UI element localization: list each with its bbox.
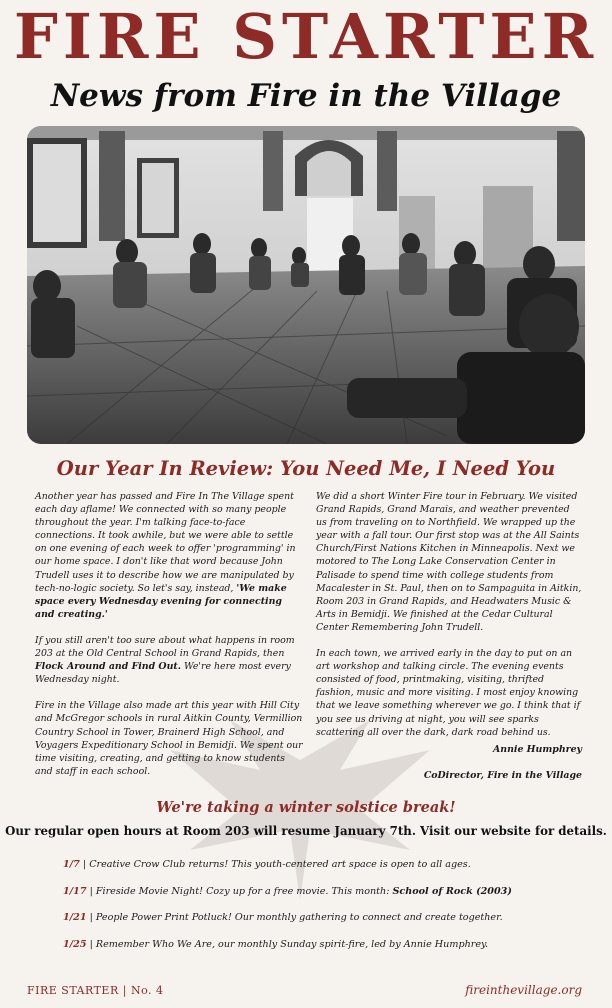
break-notice-title: We're taking a winter solstice break! bbox=[156, 799, 456, 816]
article-paragraph: We did a short Winter Fire tour in February. We visited Grand Rapids, Grand Marais, and weather prevented us from traveling on to Northfield. We wrapped up the year with a fall tour. Our first stop was at the All Saints Church/First Nations Kitchen in Minneapolis. Next we motored to The Long Lake Conservation Center in Palisade to spend time with college students from Macalester in St. Paul, then on to Sampaguita in Aitkin, Room 203 in Grand Rapids, and Headwaters Music & Arts in Bemidji. We finished at the Cedar Cultural Center Remembering John Trudell. bbox=[316, 491, 582, 633]
article-paragraph: If you still aren't too sure about what happens in room 203 at the Old Central School in Grand Rapids, then Flock Around and Find Out. We're here most every Wednesday night. bbox=[35, 634, 295, 686]
signature-name: Annie Humphrey bbox=[492, 743, 582, 755]
event-date: 1/7 bbox=[63, 859, 80, 870]
event-date: 1/21 bbox=[63, 912, 87, 923]
event-list bbox=[63, 858, 583, 964]
article-paragraph: Another year has passed and Fire In The Village spent each day aflame! We connected with so many people throughout the year. I'm talking face-to-face connections. It took awhile, but we were able to settle on one evening of each week to offer 'programming' in our home space. I don't like that word because John Trudell uses it to describe how we are manipulated by tech-no-logic society. So let's say, instead, 'We make space every Wednesday evening for connecting and creating.' bbox=[35, 491, 296, 620]
list-item: 1/7 | Creative Crow Club returns! This youth-centered art space is open to all ages. bbox=[63, 859, 471, 870]
article-paragraph: Fire in the Village also made art this year with Hill City and McGregor schools in rural Aitkin County, Vermillion Country School in Tower, Brainerd High School, and Voyagers Expeditionary School in Bemidji. We spent our time visiting, creating, and getting to know students and staff in each school. bbox=[35, 700, 303, 777]
article-paragraph: In each town, we arrived early in the day to put on an art workshop and talking circle. The evening events consisted of food, printmaking, visiting, thrifted fashion, music and more visiting. I most enjoy knowing that we leave something wherever we go. I think that if you see us driving at night, you will see sparks scattering all over the dark, dark road behind us. bbox=[316, 648, 581, 738]
footer-issue: FIRE STARTER | No. 4 bbox=[27, 984, 164, 997]
masthead-subtitle: News from Fire in the Village bbox=[50, 78, 562, 114]
article-headline: Our Year In Review: You Need Me, I Need You bbox=[56, 457, 556, 480]
list-item: 1/25 | Remember Who We Are, our monthly Sunday spirit-fire, led by Annie Humphrey. bbox=[63, 938, 489, 950]
event-date: 1/25 bbox=[63, 938, 87, 950]
list-item: 1/17 | Fireside Movie Night! Cozy up for a free movie. This month: School of Rock (2003) bbox=[63, 885, 512, 897]
footer-website-link[interactable]: fireinthevillage.org bbox=[465, 983, 582, 997]
signature-title: CoDirector, Fire in the Village bbox=[423, 769, 582, 781]
break-notice-text: Our regular open hours at Room 203 will resume January 7th. Visit our website for details. bbox=[5, 824, 607, 838]
event-date: 1/17 bbox=[63, 885, 87, 897]
list-item: 1/21 | People Power Print Potluck! Our monthly gathering to connect and create together. bbox=[63, 912, 503, 923]
community-circle-photo bbox=[27, 126, 585, 444]
masthead-title: FIRE STARTER bbox=[13, 0, 599, 73]
article-right-column bbox=[316, 490, 582, 795]
article-left-column bbox=[35, 490, 303, 791]
